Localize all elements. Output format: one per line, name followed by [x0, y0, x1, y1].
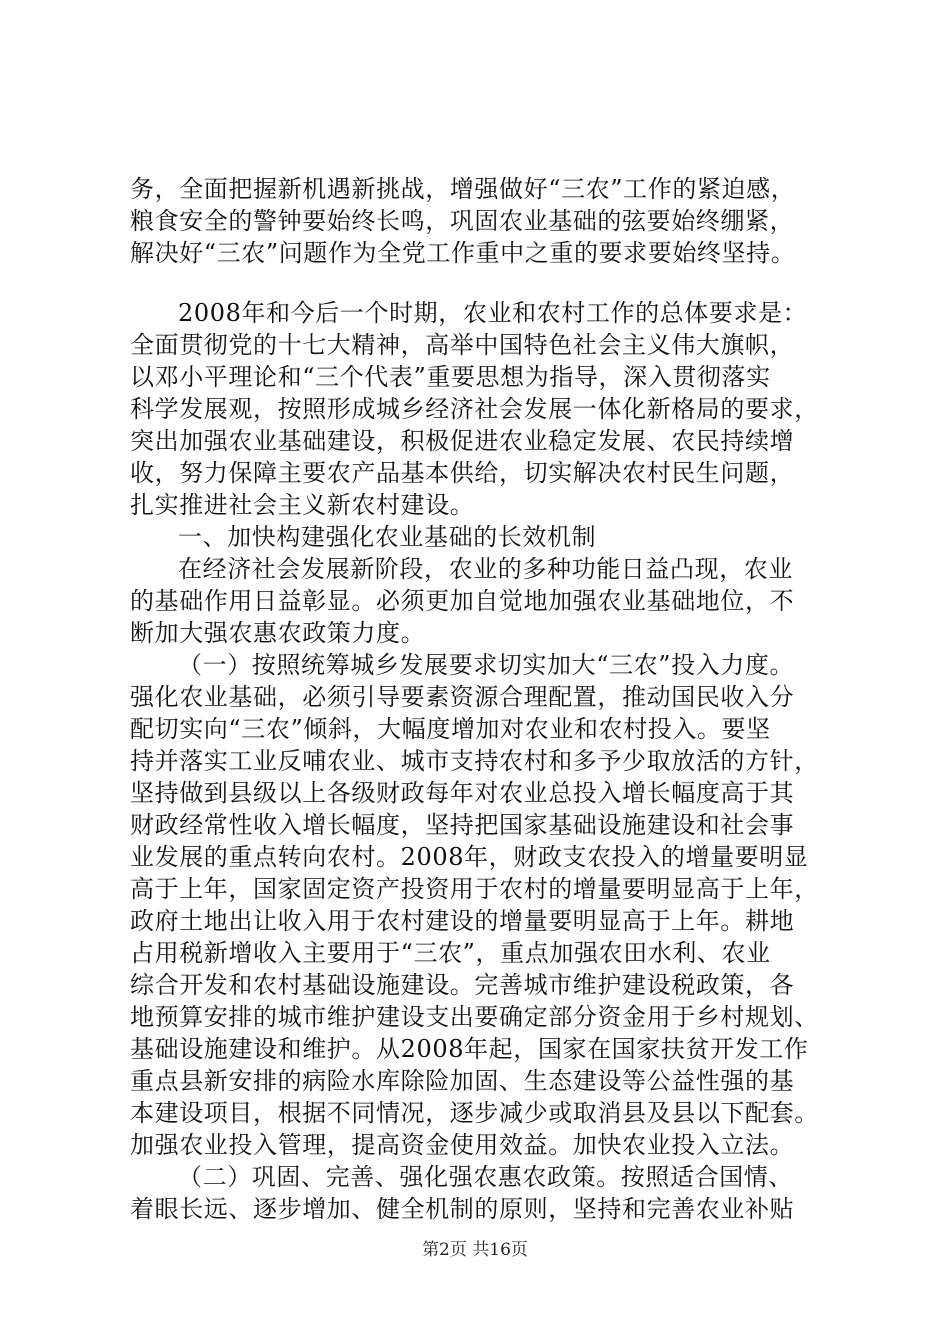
text-line: 全面贯彻党的十七大精神，高举中国特色社会主义伟大旗帜，: [130, 331, 795, 359]
text-line: 基础设施建设和维护。从2008年起，国家在国家扶贫开发工作: [130, 1035, 809, 1063]
text-line: 着眼长远、逐步增加、健全机制的原则，坚持和完善农业补贴: [130, 1195, 795, 1223]
paragraph-new-stage: [130, 553, 830, 649]
text-line: 突出加强农业基础建设，积极促进农业稳定发展、农民持续增: [130, 427, 795, 455]
text-line: 财政经常性收入增长幅度，坚持把国家基础设施建设和社会事: [130, 811, 795, 839]
text-line: 断加大强农惠农政策力度。: [130, 619, 426, 647]
text-line: 综合开发和农村基础设施建设。完善城市维护建设税政策，各: [130, 971, 795, 999]
text-line: 配切实向“三农”倾斜，大幅度增加对农业和农村投入。要坚: [130, 715, 771, 743]
paragraph-policy: [130, 1161, 830, 1225]
text-line: 以邓小平理论和“三个代表”重要思想为指导，深入贯彻落实: [130, 363, 771, 391]
paragraph-investment: [130, 649, 830, 1161]
text-line: 持并落实工业反哺农业、城市支持农村和多予少取放活的方针，: [130, 747, 819, 775]
text-line: 加强农业投入管理，提高资金使用效益。加快农业投入立法。: [130, 1131, 795, 1159]
text-line: 业发展的重点转向农村。2008年，财政支农投入的增量要明显: [130, 843, 809, 871]
text-line: 地预算安排的城市维护建设支出要确定部分资金用于乡村规划、: [130, 1003, 819, 1031]
paragraph-overall-requirements: [130, 297, 830, 521]
document-page: [130, 173, 830, 1225]
text-line: 扎实推进社会主义新农村建设。: [130, 491, 475, 519]
text-line: 坚持做到县级以上各级财政每年对农业总投入增长幅度高于其: [130, 779, 795, 807]
text-line: 收，努力保障主要农产品基本供给，切实解决农村民生问题，: [130, 459, 795, 487]
text-line: 2008年和今后一个时期，农业和农村工作的总体要求是：: [178, 299, 808, 327]
text-line: （二）巩固、完善、强化强农惠农政策。按照适合国情、: [178, 1163, 793, 1191]
text-line: 解决好“三农”问题作为全党工作重中之重的要求要始终坚持。: [130, 239, 796, 267]
text-line: 在经济社会发展新阶段，农业的多种功能日益凸现，农业: [178, 555, 793, 583]
text-line: 高于上年，国家固定资产投资用于农村的增量要明显高于上年，: [130, 875, 819, 903]
text-line: 本建设项目，根据不同情况，逐步减少或取消县及县以下配套。: [130, 1099, 819, 1127]
text-line: 重点县新安排的病险水库除险加固、生态建设等公益性强的基: [130, 1067, 795, 1095]
text-line: 粮食安全的警钟要始终长鸣，巩固农业基础的弦要始终绷紧，: [130, 207, 795, 235]
heading-line: 一、加快构建强化农业基础的长效机制: [178, 523, 597, 551]
section-heading: [130, 521, 830, 553]
text-line: 政府土地出让收入用于农村建设的增量要明显高于上年。耕地: [130, 907, 795, 935]
text-line: 强化农业基础，必须引导要素资源合理配置，推动国民收入分: [130, 683, 795, 711]
text-line: 的基础作用日益彰显。必须更加自觉地加强农业基础地位，不: [130, 587, 795, 615]
paragraph-continuation: [130, 173, 830, 269]
text-line: 务，全面把握新机遇新挑战，增强做好“三农”工作的紧迫感，: [130, 175, 796, 203]
text-line: （一）按照统筹城乡发展要求切实加大“三农”投入力度。: [178, 651, 795, 679]
text-line: 科学发展观，按照形成城乡经济社会发展一体化新格局的要求，: [130, 395, 819, 423]
text-line: 占用税新增收入主要用于“三农”，重点加强农田水利、农业: [130, 939, 771, 967]
page-number-footer: 第2页 共16页: [422, 1240, 528, 1260]
